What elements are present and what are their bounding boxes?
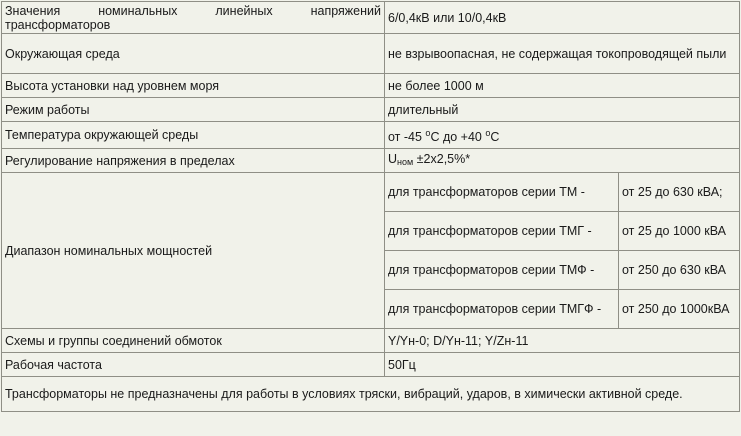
row-label: Высота установки над уровнем моря xyxy=(2,74,385,98)
row-label: Рабочая частота xyxy=(2,353,385,377)
temp-prefix: от -45 xyxy=(388,130,426,144)
row-value: не более 1000 м xyxy=(385,74,740,98)
range-cell: от 250 до 630 кВА xyxy=(619,251,740,290)
voltage-subscript: ном xyxy=(397,157,414,167)
table-row xyxy=(2,353,740,377)
series-cell: для трансформаторов серии ТМ - xyxy=(385,173,619,212)
power-label: Диапазон номинальных мощностей xyxy=(2,173,385,329)
row-label: Регулирование напряжения в пределах xyxy=(2,149,385,173)
series-cell: для трансформаторов серии ТМФ - xyxy=(385,251,619,290)
row-value: 6/0,4кВ или 10/0,4кВ xyxy=(385,2,740,34)
range-cell: от 25 до 630 кВА; xyxy=(619,173,740,212)
range-cell: от 250 до 1000кВА xyxy=(619,290,740,329)
table-row xyxy=(2,74,740,98)
row-label: Температура окружающей среды xyxy=(2,122,385,149)
temp-suffix: С xyxy=(490,130,500,144)
range-cell: от 25 до 1000 кВА xyxy=(619,212,740,251)
series-cell: для трансформаторов серии ТМГФ - xyxy=(385,290,619,329)
row-value: 50Гц xyxy=(385,353,740,377)
table-row xyxy=(2,122,740,149)
row-label: Окружающая среда xyxy=(2,34,385,74)
degree-mark: о xyxy=(425,128,431,138)
degree-mark: о xyxy=(485,128,491,138)
table-row xyxy=(2,329,740,353)
row-value xyxy=(385,149,740,173)
row-value: не взрывоопасная, не содержащая токопроводящей пыли xyxy=(385,34,740,74)
row-label: Значения номинальных линейных напряжений трансформаторов xyxy=(2,2,385,34)
table-row xyxy=(2,149,740,173)
row-label: Режим работы xyxy=(2,98,385,122)
row-value xyxy=(385,122,740,149)
table-row xyxy=(2,34,740,74)
temp-mid: С до +40 xyxy=(430,130,486,144)
table-row xyxy=(2,377,740,412)
table-row xyxy=(2,98,740,122)
footnote: Трансформаторы не предназначены для работы в условиях тряски, вибраций, ударов, в химически активной среде. xyxy=(2,377,740,412)
table-row xyxy=(2,173,740,212)
series-cell: для трансформаторов серии ТМГ - xyxy=(385,212,619,251)
row-value: Y/Yн-0; D/Yн-11; Y/Zн-11 xyxy=(385,329,740,353)
row-value: длительный xyxy=(385,98,740,122)
voltage-range: ±2х2,5%* xyxy=(413,152,471,166)
table-row xyxy=(2,2,740,34)
row-label: Схемы и группы соединений обмоток xyxy=(2,329,385,353)
specs-table xyxy=(1,1,740,412)
voltage-symbol: U xyxy=(388,152,398,166)
